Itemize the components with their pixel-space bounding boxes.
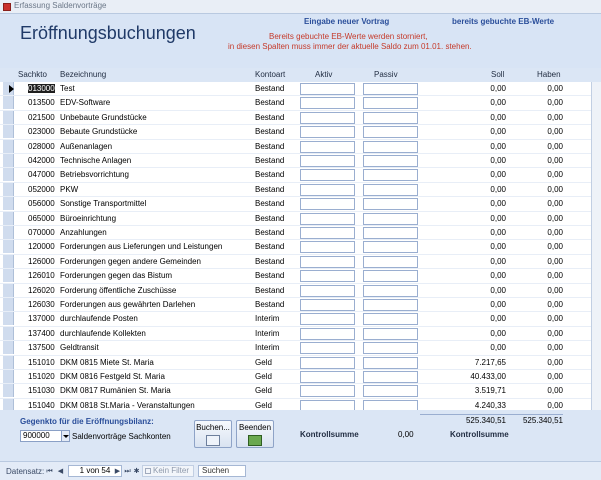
account-description: durchlaufende Posten (60, 314, 138, 324)
account-type: Bestand (255, 213, 285, 223)
account-number: 137400 (28, 328, 55, 338)
account-type: Bestand (255, 170, 285, 180)
soll-value: 0,00 (490, 112, 506, 122)
account-description: DKM 0815 Miete St. Maria (60, 357, 154, 367)
account-description: PKW (60, 184, 79, 194)
account-number: 151020 (28, 372, 55, 381)
aktiv-input[interactable] (300, 155, 355, 167)
aktiv-input[interactable] (300, 141, 355, 153)
haben-value: 0,00 (547, 156, 563, 165)
access-app-icon (3, 3, 11, 11)
account-number: 120000 (28, 242, 55, 252)
account-number: 137500 (28, 343, 55, 353)
account-type: Interim (255, 328, 280, 338)
table-row[interactable] (0, 125, 591, 139)
passiv-input[interactable] (363, 299, 418, 311)
record-selector[interactable] (3, 284, 14, 297)
soll-value: 0,00 (490, 199, 506, 209)
aktiv-input[interactable] (300, 169, 355, 181)
account-description: Außenanlagen (60, 141, 113, 151)
opening-account-select[interactable]: 900000 (20, 430, 62, 442)
soll-value: 0,00 (490, 300, 506, 309)
haben-value: 0,00 (547, 141, 563, 151)
account-type: Geld (255, 357, 272, 367)
account-description: Forderungen gegen andere Gemeinden (60, 256, 201, 266)
account-number: 151010 (28, 357, 55, 367)
account-description: durchlaufende Kollekten (60, 328, 146, 338)
notice-line-1: Bereits gebuchte EB-Werte werden storniert, (269, 32, 428, 41)
booked-values-title: bereits gebuchte EB-Werte (452, 17, 555, 26)
account-description: Unbebaute Grundstücke (60, 112, 147, 122)
aktiv-input[interactable] (300, 313, 355, 325)
soll-value: 0,00 (490, 184, 506, 194)
haben-value: 0,00 (547, 98, 563, 108)
exit-door-icon (248, 435, 262, 446)
account-description: Betriebsvorrichtung (60, 170, 129, 180)
account-description: DKM 0816 Festgeld St. Maria (60, 372, 165, 381)
column-header-passiv: Passiv (374, 70, 398, 79)
account-number: 070000 (28, 228, 55, 237)
first-record-icon[interactable]: ⏮ (46, 468, 53, 475)
record-selector[interactable] (3, 226, 14, 239)
soll-value: 0,00 (490, 242, 506, 252)
record-label: Datensatz: (6, 467, 45, 476)
post-booking-icon (206, 435, 220, 446)
haben-value: 0,00 (547, 199, 563, 209)
passiv-input[interactable] (363, 385, 418, 397)
account-type: Geld (255, 386, 272, 396)
table-row[interactable] (0, 226, 591, 240)
passiv-input[interactable] (363, 313, 418, 325)
vertical-scrollbar[interactable] (591, 82, 601, 410)
account-type: Bestand (255, 112, 285, 122)
soll-value: 0,00 (490, 170, 506, 180)
aktiv-input[interactable] (300, 256, 355, 268)
buchen-button-label: Buchen... (196, 423, 230, 432)
account-number: 042000 (28, 156, 55, 165)
new-record-icon[interactable]: ✱ (133, 468, 140, 475)
previous-record-icon[interactable]: ◀ (57, 468, 64, 475)
soll-value: 0,00 (490, 127, 506, 137)
filter-icon (145, 468, 151, 474)
table-row[interactable] (0, 399, 591, 410)
soll-value: 3.519,71 (474, 386, 506, 396)
totals-divider (420, 414, 563, 415)
form-footer (0, 410, 601, 460)
account-number: 126030 (28, 300, 55, 309)
soll-value: 0,00 (490, 213, 506, 223)
total-haben: 525.340,51 (522, 416, 563, 425)
aktiv-input[interactable] (300, 184, 355, 196)
account-number: 023000 (28, 127, 55, 137)
passiv-input[interactable] (363, 126, 418, 138)
record-selector[interactable] (3, 111, 14, 124)
column-header-type: Kontoart (255, 70, 286, 79)
aktiv-input[interactable] (300, 299, 355, 311)
table-row[interactable] (0, 269, 591, 283)
record-selector[interactable] (3, 255, 14, 268)
table-row[interactable] (0, 82, 591, 96)
passiv-input[interactable] (363, 213, 418, 225)
notice-line-2: in diesen Spalten muss immer der aktuelle Saldo zum 01.01. stehen. (228, 42, 472, 51)
aktiv-input[interactable] (300, 328, 355, 340)
passiv-input[interactable] (363, 112, 418, 124)
aktiv-input[interactable] (300, 83, 355, 95)
search-input[interactable]: Suchen (198, 465, 246, 477)
passiv-input[interactable] (363, 400, 418, 410)
soll-value: 0,00 (490, 141, 506, 151)
aktiv-input[interactable] (300, 270, 355, 282)
haben-value: 0,00 (547, 256, 563, 266)
aktiv-input[interactable] (300, 371, 355, 383)
soll-value: 0,00 (490, 328, 506, 338)
haben-value: 0,00 (547, 357, 563, 367)
haben-value: 0,00 (547, 314, 563, 324)
column-header-description: Bezeichnung (60, 70, 107, 79)
account-number: 126000 (28, 256, 55, 266)
record-selector[interactable] (3, 298, 14, 311)
account-description: Forderungen aus Lieferungen und Leistungen (60, 242, 223, 252)
passiv-input[interactable] (363, 83, 418, 95)
buchen-button[interactable] (194, 420, 232, 448)
record-selector[interactable] (3, 82, 14, 95)
haben-value: 0,00 (547, 242, 563, 252)
table-row[interactable] (0, 154, 591, 168)
passiv-input[interactable] (363, 198, 418, 210)
record-selector[interactable] (3, 140, 14, 153)
account-number: 013500 (28, 98, 55, 108)
aktiv-input[interactable] (300, 400, 355, 410)
account-type: Interim (255, 343, 280, 353)
aktiv-input[interactable] (300, 198, 355, 210)
haben-value: 0,00 (547, 271, 563, 281)
record-navigation-bar (0, 461, 601, 480)
record-selector[interactable] (3, 240, 14, 253)
passiv-input[interactable] (363, 227, 418, 239)
aktiv-input[interactable] (300, 112, 355, 124)
account-number: 126010 (28, 271, 55, 281)
soll-value: 0,00 (490, 228, 506, 237)
account-number: 047000 (28, 170, 55, 180)
control-sum-value-input: 0,00 (398, 430, 414, 439)
aktiv-input[interactable] (300, 285, 355, 297)
aktiv-input[interactable] (300, 357, 355, 369)
haben-value: 0,00 (547, 300, 563, 309)
haben-value: 0,00 (547, 372, 563, 381)
account-description: Geldtransit (60, 343, 99, 353)
account-description: Sonstige Transportmittel (60, 199, 147, 209)
account-description: EDV-Software (60, 98, 111, 108)
window-titlebar (0, 0, 601, 14)
table-row[interactable] (0, 384, 591, 398)
record-selector[interactable] (3, 183, 14, 196)
account-type: Bestand (255, 199, 285, 209)
haben-value: 0,00 (547, 400, 563, 410)
table-row[interactable] (0, 168, 591, 182)
record-selector[interactable] (3, 125, 14, 138)
soll-value: 0,00 (490, 256, 506, 266)
table-row[interactable] (0, 312, 591, 326)
haben-value: 0,00 (547, 213, 563, 223)
filter-status: Kein Filter (153, 466, 190, 475)
record-selector[interactable] (3, 168, 14, 181)
table-row[interactable] (0, 111, 591, 125)
record-position-field[interactable]: 1 von 54 (68, 465, 122, 477)
haben-value: 0,00 (547, 184, 563, 194)
record-selector[interactable] (3, 384, 14, 397)
account-type: Bestand (255, 271, 285, 281)
account-number: 013000 (28, 84, 55, 93)
account-type: Bestand (255, 228, 285, 237)
account-description: Bebaute Grundstücke (60, 127, 138, 137)
form-title: Eröffnungsbuchungen (20, 23, 196, 43)
table-row[interactable] (0, 140, 591, 154)
column-header-aktiv: Aktiv (315, 70, 333, 79)
table-row[interactable] (0, 356, 591, 370)
haben-value: 0,00 (547, 170, 563, 180)
notice-title: Eingabe neuer Vortrag (304, 17, 390, 26)
haben-value: 0,00 (547, 84, 563, 93)
haben-value: 0,00 (547, 228, 563, 237)
opening-balance-label: Gegenkto für die Eröffnungsbilanz: (20, 417, 154, 426)
soll-value: 40.433,00 (470, 372, 506, 381)
haben-value: 0,00 (547, 127, 563, 137)
record-selector[interactable] (3, 197, 14, 210)
account-number: 151030 (28, 386, 55, 396)
table-row[interactable] (0, 96, 591, 110)
table-row[interactable] (0, 284, 591, 298)
record-selector[interactable] (3, 212, 14, 225)
total-soll: 525.340,51 (465, 416, 506, 425)
account-type: Bestand (255, 84, 285, 93)
record-selector[interactable] (3, 327, 14, 340)
table-row[interactable] (0, 255, 591, 269)
haben-value: 0,00 (547, 386, 563, 396)
aktiv-input[interactable] (300, 126, 355, 138)
account-description: DKM 0817 Rumänien St. Maria (60, 386, 171, 396)
record-selector[interactable] (3, 96, 14, 109)
account-number: 056000 (28, 199, 55, 209)
account-description: Büroeinrichtung (60, 213, 117, 223)
table-row[interactable] (0, 298, 591, 312)
passiv-input[interactable] (363, 141, 418, 153)
passiv-input[interactable] (363, 371, 418, 383)
record-selector[interactable] (3, 356, 14, 369)
control-sum-label-booked: Kontrollsumme (450, 430, 509, 439)
soll-value: 4.240,33 (474, 400, 506, 410)
table-row[interactable] (0, 370, 591, 384)
account-type: Bestand (255, 184, 285, 194)
account-description: Forderungen gegen das Bistum (60, 271, 173, 281)
passiv-input[interactable] (363, 328, 418, 340)
account-type: Bestand (255, 141, 285, 151)
soll-value: 0,00 (490, 314, 506, 324)
passiv-input[interactable] (363, 184, 418, 196)
passiv-input[interactable] (363, 97, 418, 109)
column-header-soll: Soll (491, 70, 505, 79)
account-number: 137000 (28, 314, 55, 324)
account-description: DKM 0818 St.Maria - Veranstaltungen (60, 400, 195, 410)
aktiv-input[interactable] (300, 213, 355, 225)
account-type: Bestand (255, 285, 285, 295)
table-row[interactable] (0, 183, 591, 197)
aktiv-input[interactable] (300, 241, 355, 253)
record-selector[interactable] (3, 154, 14, 167)
record-selector[interactable] (3, 399, 14, 410)
account-number: 126020 (28, 285, 55, 295)
soll-value: 0,00 (490, 84, 506, 93)
record-selector[interactable] (3, 312, 14, 325)
next-record-icon[interactable]: ▶ (114, 468, 121, 475)
table-row[interactable] (0, 240, 591, 254)
account-number: 065000 (28, 213, 55, 223)
aktiv-input[interactable] (300, 342, 355, 354)
passiv-input[interactable] (363, 270, 418, 282)
aktiv-input[interactable] (300, 227, 355, 239)
account-number: 021500 (28, 112, 55, 122)
table-row[interactable] (0, 327, 591, 341)
account-type: Bestand (255, 156, 285, 165)
account-type: Bestand (255, 300, 285, 309)
passiv-input[interactable] (363, 241, 418, 253)
account-description: Test (60, 84, 75, 93)
account-description: Forderungen aus gewährten Darlehen (60, 300, 196, 309)
haben-value: 0,00 (547, 285, 563, 295)
filter-toggle[interactable] (142, 465, 194, 477)
haben-value: 0,00 (547, 112, 563, 122)
account-description: Technische Anlagen (60, 156, 132, 165)
soll-value: 7.217,65 (474, 357, 506, 367)
table-row[interactable] (0, 197, 591, 211)
chevron-down-icon[interactable] (62, 430, 70, 442)
account-number: 028000 (28, 141, 55, 151)
column-header-account: Sachkto (18, 70, 47, 79)
passiv-input[interactable] (363, 285, 418, 297)
column-headers (0, 68, 601, 82)
beenden-button-label: Beenden (238, 423, 272, 432)
passiv-input[interactable] (363, 342, 418, 354)
soll-value: 0,00 (490, 343, 506, 353)
passiv-input[interactable] (363, 256, 418, 268)
account-type: Geld (255, 400, 272, 410)
account-number: 151040 (28, 400, 55, 410)
soll-value: 0,00 (490, 98, 506, 108)
soll-value: 0,00 (490, 156, 506, 165)
table-row[interactable] (0, 212, 591, 226)
passiv-input[interactable] (363, 357, 418, 369)
account-type: Bestand (255, 98, 285, 108)
account-number: 052000 (28, 184, 55, 194)
last-record-icon[interactable]: ⏭ (124, 468, 131, 475)
account-type: Bestand (255, 242, 285, 252)
aktiv-input[interactable] (300, 97, 355, 109)
record-selector[interactable] (3, 269, 14, 282)
soll-value: 0,00 (490, 271, 506, 281)
record-selector[interactable] (3, 370, 14, 383)
haben-value: 0,00 (547, 343, 563, 353)
opening-account-description: Saldenvorträge Sachkonten (72, 432, 171, 441)
account-description: Anzahlungen (60, 228, 107, 237)
soll-value: 0,00 (490, 285, 506, 295)
passiv-input[interactable] (363, 169, 418, 181)
window-title: Erfassung Saldenvorträge (14, 1, 107, 10)
beenden-button[interactable] (236, 420, 274, 448)
account-type: Interim (255, 314, 280, 324)
control-sum-label-input: Kontrollsumme (300, 430, 359, 439)
form-header (0, 14, 601, 68)
record-selector[interactable] (3, 341, 14, 354)
records-grid (0, 82, 591, 410)
haben-value: 0,00 (547, 328, 563, 338)
current-record-arrow-icon (9, 85, 14, 93)
column-header-haben: Haben (537, 70, 561, 79)
account-type: Bestand (255, 127, 285, 137)
account-description: Forderung öffentliche Zuschüsse (60, 285, 177, 295)
account-type: Bestand (255, 256, 285, 266)
aktiv-input[interactable] (300, 385, 355, 397)
passiv-input[interactable] (363, 155, 418, 167)
table-row[interactable] (0, 341, 591, 355)
account-type: Geld (255, 372, 272, 381)
